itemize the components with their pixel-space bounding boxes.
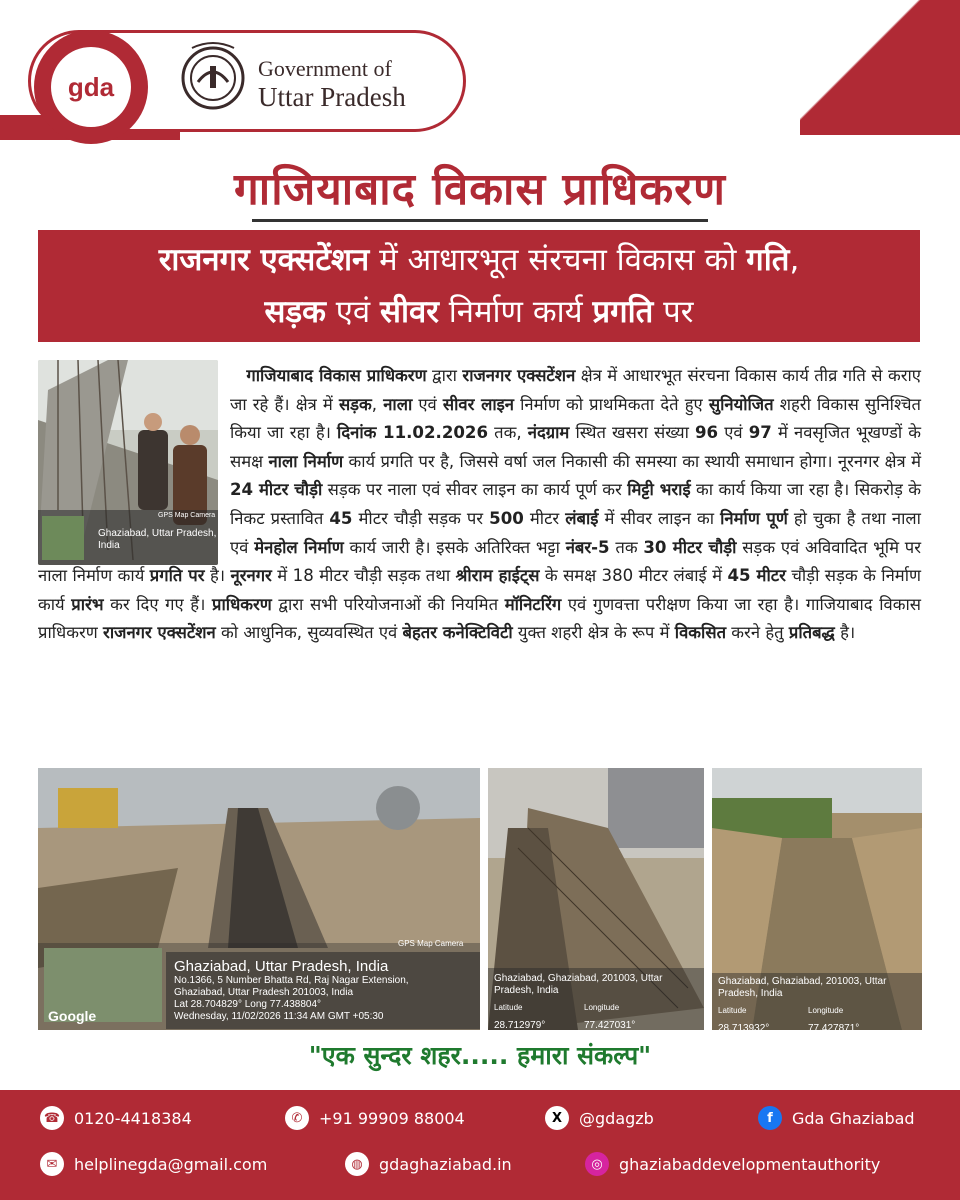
article-segment: क्षेत्र में आधारभूत संरचना विकास कार्य तीव्र गति से कराए जा रहे हैं। क्षेत्र में <box>230 366 921 414</box>
government-label <box>258 55 406 111</box>
article-segment: श्रीराम हाईट्स <box>455 566 540 586</box>
article-segment: नंबर-5 <box>565 537 610 557</box>
photo2-lat: 28.712979° <box>494 1020 546 1030</box>
article-segment: 45 मीटर <box>727 566 786 586</box>
instagram-contact[interactable] <box>585 1152 880 1176</box>
article-segment: मिट्टी भराई <box>627 480 691 500</box>
gda-logo <box>34 30 148 144</box>
article-segment: 30 मीटर चौड़ी <box>643 537 737 557</box>
photo1-time: Wednesday, 11/02/2026 11:34 AM GMT +05:30 <box>174 1011 384 1022</box>
article-segment: एवं <box>718 423 749 443</box>
photo1-geotag <box>166 952 480 1029</box>
photo1-addr1: No.1366, 5 Number Bhatta Rd, Raj Nagar Extension, <box>174 975 409 986</box>
article-segment: निर्माण को प्राथमिकता देते हुए <box>514 394 709 414</box>
headline-part: सड़क <box>264 294 326 330</box>
facebook-icon: f <box>758 1106 782 1130</box>
phone-number: 0120-4418384 <box>74 1108 192 1128</box>
article-segment: द्वारा <box>426 366 463 385</box>
photo2-lon: 77.427031° <box>584 1020 636 1030</box>
article-segment: का कार्य किया जा रहा है। सिकरोड़ के निकट प्रस्तावित <box>230 480 922 528</box>
article-segment: नूरनगर <box>230 566 272 586</box>
article-segment: 96 <box>695 423 719 443</box>
headline-part: सीवर <box>380 294 439 330</box>
headline-part: में आधारभूत संरचना विकास को <box>369 242 747 278</box>
article-segment: द्वारा सभी परियोजनाओं की नियमित <box>271 594 505 614</box>
headline-part: एवं <box>325 294 380 330</box>
article-segment: तक <box>609 537 644 557</box>
article-segment: को आधुनिक, सुव्यवस्थित एवं <box>215 623 403 643</box>
article-segment: निर्माण पूर्ण <box>720 508 788 528</box>
headline-part: गति <box>746 242 790 278</box>
headline-banner <box>38 230 920 342</box>
globe-icon: ◍ <box>345 1152 369 1176</box>
article-segment: करने हेतु <box>726 623 789 643</box>
article-segment: तक, <box>488 423 528 443</box>
article-segment: हो चुका है तथा नाला एवं <box>230 508 921 557</box>
whatsapp-number: +91 99909 88004 <box>319 1108 465 1128</box>
article-segment: स्थित खसरा संख्या <box>569 423 696 443</box>
photo1-coords: Lat 28.704829° Long 77.438804° <box>174 999 322 1010</box>
photo3-lon-label: Longitude <box>808 1006 844 1015</box>
article-segment: 24 मीटर चौड़ी <box>230 480 323 500</box>
article-segment: दिनांक 11.02.2026 <box>337 423 489 443</box>
email-contact[interactable] <box>40 1152 267 1176</box>
article-segment: युक्त शहरी क्षेत्र के रूप में <box>512 623 675 643</box>
article-segment: कार्य जारी है। इसके अतिरिक्त भट्टा <box>343 537 566 557</box>
article-segment: सड़क एवं अविवादित भूमि पर नाला निर्माण कार्य <box>38 537 921 586</box>
article-segment: मीटर <box>523 508 566 528</box>
gov-line1: Government of <box>258 56 392 81</box>
article-segment: एवं गुणवत्ता परीक्षण किया जा रहा है। गाजियाबाद विकास प्राधिकरण <box>38 594 922 643</box>
article-segment: में नवसृजित भूखण्डों के समक्ष <box>230 423 921 471</box>
photo2-lat-label: Latitude <box>494 1003 523 1012</box>
photo3-geotag <box>718 976 918 1030</box>
facebook-name: Gda Ghaziabad <box>792 1108 915 1128</box>
phone-contact[interactable] <box>40 1106 192 1130</box>
headline-part: पर <box>653 294 694 330</box>
x-handle: @gdagzb <box>579 1108 654 1128</box>
article-segment: शहरी विकास सुनिश्चित किया जा रहा है। <box>230 394 921 443</box>
page-title: गाजियाबाद विकास प्राधिकरण <box>234 164 726 215</box>
whatsapp-contact[interactable] <box>285 1106 465 1130</box>
article-segment: राजनगर एक्सटेंशन <box>462 366 576 385</box>
x-contact[interactable] <box>545 1106 654 1130</box>
article-segment: , <box>371 394 384 414</box>
article-segment: प्रारंभ <box>71 594 104 614</box>
photo3-lat-label: Latitude <box>718 1006 747 1015</box>
article-segment: सीवर लाइन <box>442 394 514 414</box>
x-icon: X <box>545 1106 569 1130</box>
headline-line1 <box>38 234 920 286</box>
photo3-lat: 28.713932° <box>718 1023 770 1030</box>
article-segment: प्रतिबद्ध <box>788 623 835 643</box>
slogan: "एक सुन्दर शहर..... हमारा संकल्प" <box>308 1041 652 1070</box>
phone-icon: ☎ <box>40 1106 64 1130</box>
photo2-lon-label: Longitude <box>584 1003 620 1012</box>
article-segment: कर दिए गए हैं। <box>103 594 213 614</box>
header-accent-right <box>800 0 960 135</box>
article-segment: विकसित <box>674 623 727 643</box>
photo1-camera <box>398 938 463 950</box>
up-emblem-icon <box>178 38 248 112</box>
article-segment: मीटर चौड़ी सड़क पर <box>352 508 490 528</box>
sewer-line-photo <box>488 768 704 1030</box>
article-segment: नंदग्राम <box>527 423 570 443</box>
article-segment: 500 <box>489 508 524 528</box>
gda-logo-text: gda <box>51 47 131 127</box>
whatsapp-icon: ✆ <box>285 1106 309 1130</box>
camera-label: GPS Map Camera <box>158 512 216 519</box>
photo3-lon: 77.427871° <box>808 1023 860 1030</box>
title-underline <box>252 219 708 222</box>
headline-line2 <box>38 286 920 338</box>
article-segment: है। <box>834 623 856 643</box>
article-segment: सड़क पर नाला एवं सीवर लाइन का कार्य पूर्ण कर <box>322 480 628 500</box>
camera-label: GPS Map Camera <box>398 939 464 948</box>
contact-footer <box>0 1090 960 1200</box>
article-segment: एवं <box>412 394 443 414</box>
article-segment: कार्य प्रगति पर है, जिससे वर्षा जल निकासी की समस्या का स्थायी समाधान होगा। नूरनगर क्षेत्र में <box>343 451 921 471</box>
facebook-contact[interactable] <box>758 1106 915 1130</box>
article-segment: राजनगर एक्सटेंशन <box>103 623 216 643</box>
photo1-place: Ghaziabad, Uttar Pradesh, India <box>174 958 389 975</box>
headline-part: निर्माण कार्य <box>438 294 593 330</box>
photo-spacer <box>38 362 230 562</box>
article-segment: 97 <box>748 423 772 443</box>
article-segment: सुनियोजित <box>708 394 774 414</box>
headline-part: , <box>789 242 800 278</box>
article-segment: गाजियाबाद विकास प्राधिकरण <box>246 366 427 385</box>
article-segment: सड़क <box>338 394 372 414</box>
gov-line2: Uttar Pradesh <box>258 82 406 112</box>
article-segment: लंबाई <box>565 508 599 528</box>
article-segment: मॉनिटरिंग <box>504 594 562 614</box>
mail-icon: ✉ <box>40 1152 64 1176</box>
instagram-handle: ghaziabaddevelopmentauthority <box>619 1154 881 1174</box>
headline-part: प्रगति <box>592 294 654 330</box>
trench-photo <box>712 768 922 1030</box>
article-segment: में सीवर लाइन का <box>598 508 721 528</box>
photo3-place: Ghaziabad, Ghaziabad, 201003, Uttar Pradesh, India <box>718 976 887 999</box>
photo1-addr2: Ghaziabad, Uttar Pradesh 201003, India <box>174 987 354 998</box>
article-segment: नाला निर्माण <box>268 451 344 471</box>
photo-top-place: Ghaziabad, Uttar Pradesh, India <box>98 528 217 551</box>
article-segment: है। <box>204 566 231 586</box>
google-logo: Google <box>48 1008 97 1024</box>
article-segment: चौड़ी सड़क के निर्माण कार्य <box>38 566 922 614</box>
article-body <box>38 362 921 648</box>
article-segment: प्रगति पर <box>149 566 205 586</box>
article-segment: में 18 मीटर चौड़ी सड़क तथा <box>271 566 456 586</box>
article-segment: के समक्ष 380 मीटर लंबाई में <box>539 566 728 586</box>
drain-construction-photo <box>38 768 480 1030</box>
email-address: helplinegda@gmail.com <box>74 1154 268 1174</box>
article-segment: नाला <box>383 394 413 414</box>
article-segment: 45 <box>329 508 353 528</box>
article-segment: बेहतर कनेक्टिविटी <box>402 623 513 643</box>
photo2-geotag <box>494 973 694 1030</box>
headline-part: राजनगर एक्सटेंशन <box>158 242 370 278</box>
article-segment: मेनहोल निर्माण <box>254 537 344 557</box>
article-segment: प्राधिकरण <box>212 594 272 614</box>
web-address: gdaghaziabad.in <box>379 1154 512 1174</box>
photo2-place: Ghaziabad, Ghaziabad, 201003, Uttar Pradesh, India <box>494 973 663 996</box>
instagram-icon: ◎ <box>585 1152 609 1176</box>
web-contact[interactable] <box>345 1152 512 1176</box>
